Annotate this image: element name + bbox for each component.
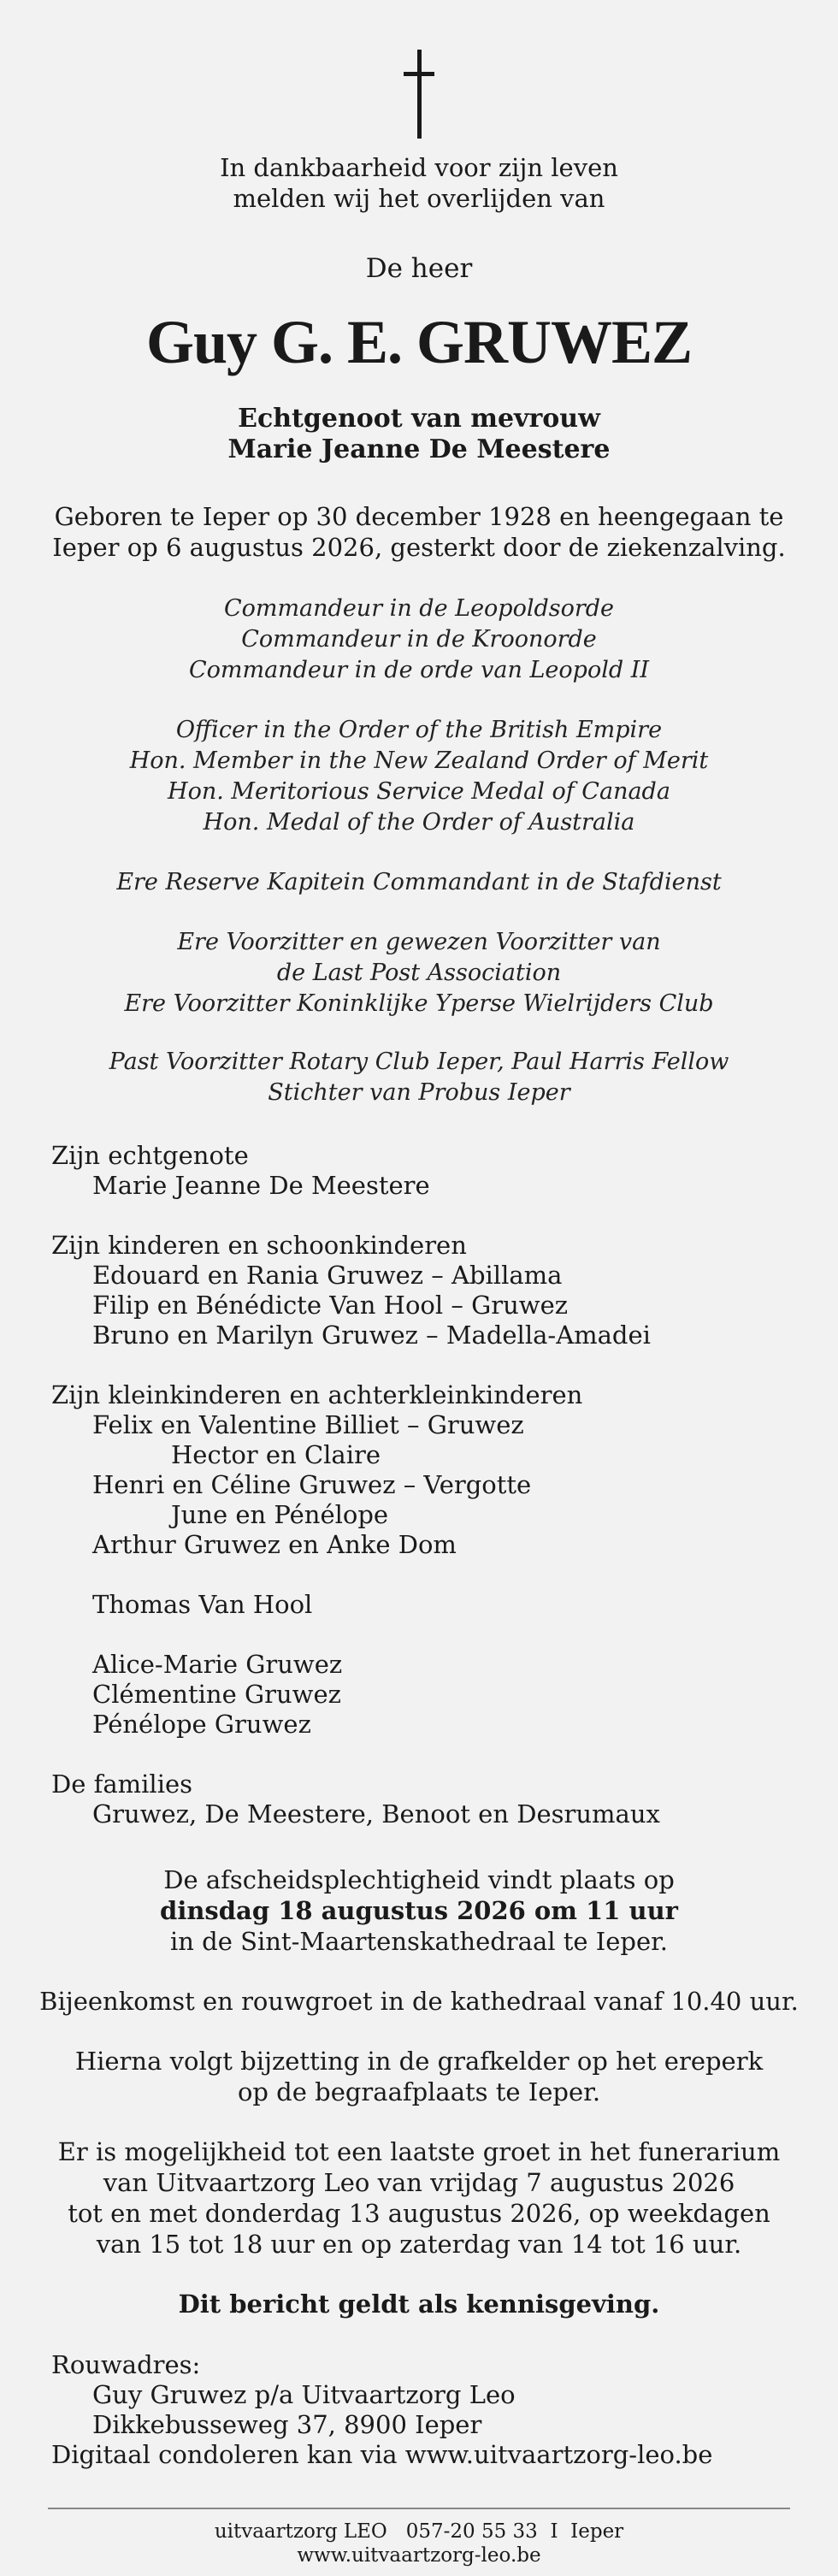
families-names: Gruwez, De Meestere, Benoot en Desrumaux — [92, 1799, 660, 1829]
grandchild-entry: Arthur Gruwez en Anke Dom — [92, 1530, 457, 1559]
cross-icon — [404, 50, 434, 139]
ceremony-date: dinsdag 18 augustus 2026 om 11 uur — [160, 1896, 678, 1925]
great-grandchild-entry: Hector en Claire — [171, 1440, 381, 1469]
spouse-name: Marie Jeanne De Meestere — [92, 1171, 430, 1200]
grandchild-entry: Pénélope Gruwez — [92, 1710, 311, 1739]
grandchild-entry: Alice-Marie Gruwez — [92, 1650, 343, 1679]
address-line: Dikkebusseweg 37, 8900 Ieper — [92, 2410, 482, 2439]
child-entry: Filip en Bénédicte Van Hool – Gruwez — [92, 1291, 569, 1320]
grandchild-entry: Thomas Van Hool — [92, 1590, 313, 1619]
honors-commonwealth: Officer in the Order of the British Empire Hon. Member in the New Zealand Order of Merit Hon. Meritorious Service Medal of Canada Hon. Medal of the Order of Australia — [129, 717, 709, 836]
grandchild-entry: Henri en Céline Gruwez – Vergotte — [92, 1470, 532, 1499]
visitation-info: Er is mogelijkheid tot een laatste groet in het funerarium van Uitvaartzorg Leo van vrijdag 7 augustus 2026 tot en met donderdag 13 augustus 2026, op weekdagen van 15 tot 18 uur en op zaterdag van 14 tot 16 uur. — [57, 2137, 781, 2259]
birth-death-text: Geboren te Ieper op 30 december 1928 en heengegaan te Ieper op 6 augustus 2026, gesterkt door de ziekenzalving. — [52, 502, 786, 562]
children-label: Zijn kinderen en schoonkinderen — [51, 1231, 467, 1260]
footer-contact: uitvaartzorg LEO 057-20 55 33 I Ieper — [214, 2520, 624, 2543]
honors-belgian: Commandeur in de Leopoldsorde Commandeur in de Kroonorde Commandeur in de orde van Leopold II — [188, 595, 650, 683]
grandchild-entry: Felix en Valentine Billiet – Gruwez — [92, 1410, 524, 1439]
child-entry: Bruno en Marilyn Gruwez – Madella-Amadei — [92, 1320, 651, 1350]
spouse-label: Zijn echtgenote — [51, 1141, 249, 1170]
families-label: De families — [51, 1770, 193, 1799]
address-line: Guy Gruwez p/a Uitvaartzorg Leo — [92, 2380, 516, 2409]
grandchildren-label: Zijn kleinkinderen en achterkleinkinderen — [51, 1380, 583, 1409]
footer-website[interactable]: www.uitvaartzorg-leo.be — [297, 2544, 541, 2567]
great-grandchild-entry: June en Pénélope — [171, 1500, 389, 1529]
notice-text: Dit bericht geldt als kennisgeving. — [178, 2289, 660, 2319]
footer-divider — [48, 2508, 790, 2509]
spouse-heading: Echtgenoot van mevrouw Marie Jeanne De Meestere — [227, 404, 611, 464]
salutation: De heer — [365, 253, 473, 284]
address-block — [51, 2350, 712, 2470]
deceased-name: Guy G. E. GRUWEZ — [145, 308, 693, 376]
grandchild-entry: Clémentine Gruwez — [92, 1680, 341, 1709]
gathering-info: Bijeenkomst en rouwgroet in de kathedraal vanaf 10.40 uur. — [39, 1987, 799, 2016]
ceremony-info: De afscheidsplechtigheid vindt plaats op dinsdag 18 augustus 2026 om 11 uur in de Sint-Maartenskathedraal te Ieper. — [0, 1864, 838, 1957]
condolence-link[interactable]: Digitaal condoleren kan via www.uitvaartzorg-leo.be — [51, 2440, 713, 2469]
footer — [0, 2520, 838, 2567]
honors-military: Ere Reserve Kapitein Commandant in de Stafdienst — [116, 869, 722, 895]
honors-associations: Ere Voorzitter en gewezen Voorzitter van de Last Post Association Ere Voorzitter Koninklijke Yperse Wielrijders Club — [124, 929, 714, 1017]
address-label: Rouwadres: — [51, 2350, 201, 2379]
intro-text: In dankbaarheid voor zijn leven melden wij het overlijden van — [220, 153, 618, 213]
honors-rotary: Past Voorzitter Rotary Club Ieper, Paul Harris Fellow Stichter van Probus Ieper — [109, 1049, 729, 1106]
child-entry: Edouard en Rania Gruwez – Abillama — [92, 1261, 563, 1290]
family-list — [51, 1141, 660, 1829]
burial-info: Hierna volgt bijzetting in de grafkelder op het ereperk op de begraafplaats te Ieper. — [74, 2047, 764, 2106]
